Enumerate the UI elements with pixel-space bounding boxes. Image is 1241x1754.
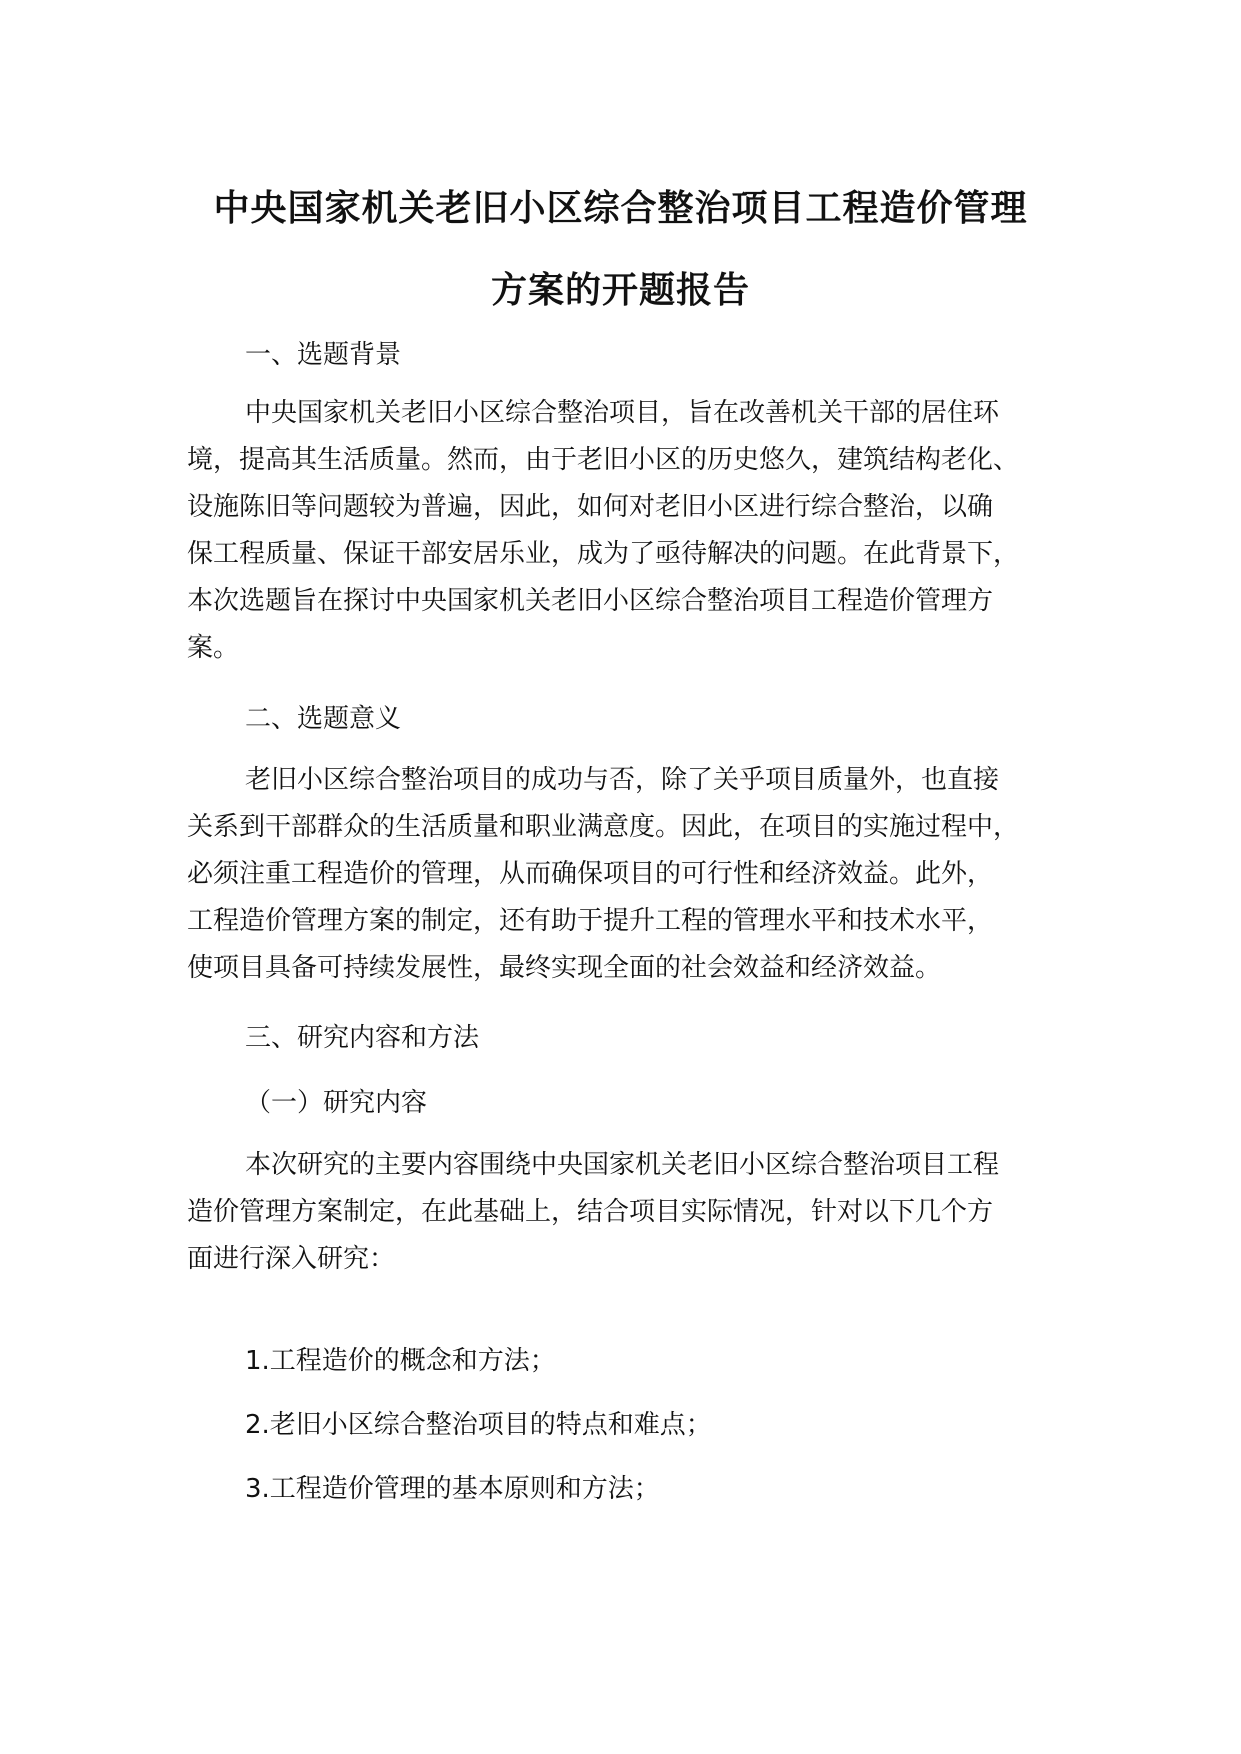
paragraph-line: 造价管理方案制定，在此基础上，结合项目实际情况，针对以下几个方 xyxy=(187,1197,994,1227)
paragraph-line: 本次选题旨在探讨中央国家机关老旧小区综合整治项目工程造价管理方 xyxy=(187,586,994,616)
list-item xyxy=(187,1402,1087,1449)
paragraph-line: 面进行深入研究： xyxy=(187,1244,396,1274)
section-heading: 三、研究内容和方法 xyxy=(245,1023,480,1053)
paragraph-line: 本次研究的主要内容围绕中央国家机关老旧小区综合整治项目工程 xyxy=(245,1150,1000,1180)
document-title-line-1: 中央国家机关老旧小区综合整治项目工程造价管理 xyxy=(213,188,1028,229)
paragraph-line: 工程造价管理方案的制定，还有助于提升工程的管理水平和技术水平， xyxy=(187,906,994,936)
section-1 xyxy=(187,332,1087,379)
paragraph-line: 中央国家机关老旧小区综合整治项目，旨在改善机关干部的居住环 xyxy=(245,398,1000,428)
paragraph-line: 老旧小区综合整治项目的成功与否，除了关乎项目质量外，也直接 xyxy=(245,765,1000,795)
section-3 xyxy=(187,1015,1087,1062)
section-2-paragraph xyxy=(187,757,1087,992)
section-2 xyxy=(187,696,1087,743)
section-1-paragraph xyxy=(187,390,1087,672)
paragraph-line: 关系到干部群众的生活质量和职业满意度。因此，在项目的实施过程中， xyxy=(187,812,1020,842)
section-3-subsection xyxy=(187,1080,1087,1127)
section-heading: 一、选题背景 xyxy=(245,340,402,370)
section-heading: 二、选题意义 xyxy=(245,704,402,734)
document-title-line-2: 方案的开题报告 xyxy=(490,270,750,311)
section-3-paragraph xyxy=(187,1142,1087,1283)
paragraph-line: 必须注重工程造价的管理，从而确保项目的可行性和经济效益。此外， xyxy=(187,859,994,889)
paragraph-line: 保工程质量、保证干部安居乐业，成为了亟待解决的问题。在此背景下， xyxy=(187,539,1020,569)
list-item-text: 1.工程造价的概念和方法； xyxy=(245,1346,556,1376)
paragraph-line: 境，提高其生活质量。然而，由于老旧小区的历史悠久，建筑结构老化、 xyxy=(187,445,1020,475)
paragraph-line: 案。 xyxy=(187,633,240,663)
list-item xyxy=(187,1338,1087,1385)
subsection-heading: （一）研究内容 xyxy=(245,1088,428,1118)
list-item-text: 3.工程造价管理的基本原则和方法； xyxy=(245,1474,660,1504)
paragraph-line: 使项目具备可持续发展性，最终实现全面的社会效益和经济效益。 xyxy=(187,953,942,983)
list-item-text: 2.老旧小区综合整治项目的特点和难点； xyxy=(245,1410,712,1440)
paragraph-line: 设施陈旧等问题较为普遍，因此，如何对老旧小区进行综合整治，以确 xyxy=(187,492,994,522)
list-item xyxy=(187,1466,1087,1513)
